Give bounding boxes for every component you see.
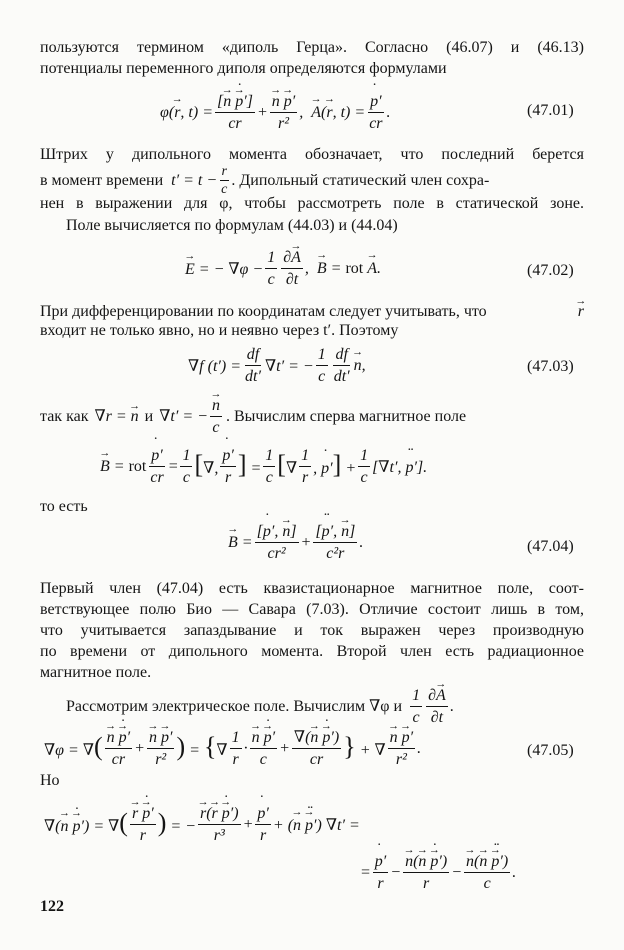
- text-line: ветствующее полю Био — Савара (7.03). Отличие состоит лишь в том,: [40, 601, 584, 618]
- text-fragment: так как: [40, 407, 89, 425]
- inline-math: t′ = t −: [171, 171, 218, 189]
- text-line: Поле вычисляется по формулам (44.03) и (44.04): [66, 217, 398, 234]
- inline-math: ∇t′ = −: [159, 407, 208, 425]
- text-line: пользуются термином «диполь Герца». Согласно (46.07) и (46.13): [40, 39, 584, 56]
- text-line: [40, 164, 489, 197]
- text-line: то есть: [40, 498, 88, 515]
- text-line: [40, 302, 584, 322]
- text-fragment: и: [144, 407, 154, 425]
- inline-math: ∇r = → n: [94, 407, 138, 427]
- equation-47-02: → E = − ∇φ − $\frac{1}{c}$ $\frac{\partial\to A}{\partial t}$ , → B = rot → A.: [185, 248, 381, 289]
- text-fragment: в момент времени: [40, 171, 164, 189]
- text-fragment: . Дипольный статический член сохра-: [231, 171, 490, 189]
- text-line: входит не только явно, но и неявно через t′. Поэтому: [40, 322, 399, 339]
- text-line: Рассмотрим электрическое поле. Вычислим ∇φ и $\frac{1}{c}$ $\frac{\partial\to A}{\partial t}$ .: [66, 686, 454, 727]
- equation-number: (47.04): [527, 538, 574, 555]
- text-line: что учитывается запаздывание и ток выражен через производную: [40, 622, 584, 639]
- text-line: Но: [40, 772, 60, 789]
- inline-fraction: → $\frac{n}{c}$: [210, 396, 222, 437]
- text-line: магнитное поле.: [40, 664, 152, 681]
- text-line: по времени от дипольного момента. Второй член есть радиационное: [40, 643, 584, 660]
- text-line: Штрих у дипольного момента обозначает, что последний берется: [40, 146, 584, 163]
- equation-number: (47.01): [527, 102, 574, 119]
- equation-rot-b: → B = rot $\frac{p \cdot'}{cr}$ = $\frac{1}{c}$ [∇, $\frac{p \cdot'}{r}$ ] = $\frac{1}{c}$ [∇ $\frac{1}{r}$ , p ·′] + $\frac{1}{c}$ [∇t′, p ··′].: [100, 446, 427, 487]
- inline-fraction: $\frac{\partial\to A}{\partial t}$: [426, 686, 448, 727]
- equation-grad-np-line1: ∇(→ n → p ·′) = ∇( → $\frac{r \to p \cdot'}{r}$ ) = − → $\frac{r(\to r \to p \cdot')}{\text{r³}}$ + $\frac{p \cdot'}{r}$ + (→ n → p ··′) ∇t′ =: [44, 804, 360, 845]
- equation-47-01: φ(→ r, t) = $\frac{[\to n \to p \cdot']}{cr}$ + → $\frac{n \to p'}{\text{r²}}$ , → A(→ r, t) = $\frac{p \cdot'}{cr}$ .: [160, 92, 391, 133]
- text-line: потенциалы переменного диполя определяются формулами: [40, 60, 447, 77]
- inline-fraction: $\frac{1}{c}$: [412, 687, 421, 726]
- text-fragment: Рассмотрим электрическое поле. Вычислим ∇φ и: [66, 697, 403, 715]
- text-fragment: . Вычислим сперва магнитное поле: [225, 407, 467, 425]
- equation-47-05: ∇φ = ∇( → $\frac{n \to p \cdot'}{cr}$ + → $\frac{n \to p'}{\text{r²}}$ ) = {∇ $\frac{1}{r}$ · → $\frac{n \to p \cdot'}{c}$ + $\frac{\nabla(\to n \to p \cdot')}{cr}$ } + ∇ → $\frac{n \to p'}{\text{r²}}$ .: [44, 728, 421, 769]
- inline-fraction: $\frac{r}{c}$: [221, 164, 228, 197]
- text-line: [40, 396, 466, 437]
- inline-math: → r: [578, 302, 584, 322]
- page-number: 122: [40, 898, 64, 915]
- equation-number: (47.02): [527, 262, 574, 279]
- equation-number: (47.03): [527, 358, 574, 375]
- equation-number: (47.05): [527, 742, 574, 759]
- text-line: нен в выражении для φ, чтобы рассмотреть поле в статической зоне.: [40, 195, 584, 212]
- equation-47-04: → B = $\frac{[p \cdot', \to n]}{\text{cr²}}$ + $\frac{[p \cdot\cdot', \to n]}{\text{c²r}}$ .: [228, 522, 363, 563]
- text-fragment: При дифференцировании по координатам следует учитывать, что: [40, 303, 487, 320]
- equation-grad-np-line2: = $\frac{p \cdot'}{r}$ − → $\frac{n(\to n \to p \cdot')}{r}$ − → $\frac{n(\to n \to p \cdot\cdot')}{c}$ .: [360, 852, 516, 893]
- equation-47-03: ∇f (t′) = $\frac{df}{dt'}$ ∇t′ = − $\frac{1}{c}$ $\frac{df}{dt'}$ → n,: [188, 345, 366, 386]
- text-line: Первый член (47.04) есть квазистационарное магнитное поле, соот-: [40, 580, 584, 597]
